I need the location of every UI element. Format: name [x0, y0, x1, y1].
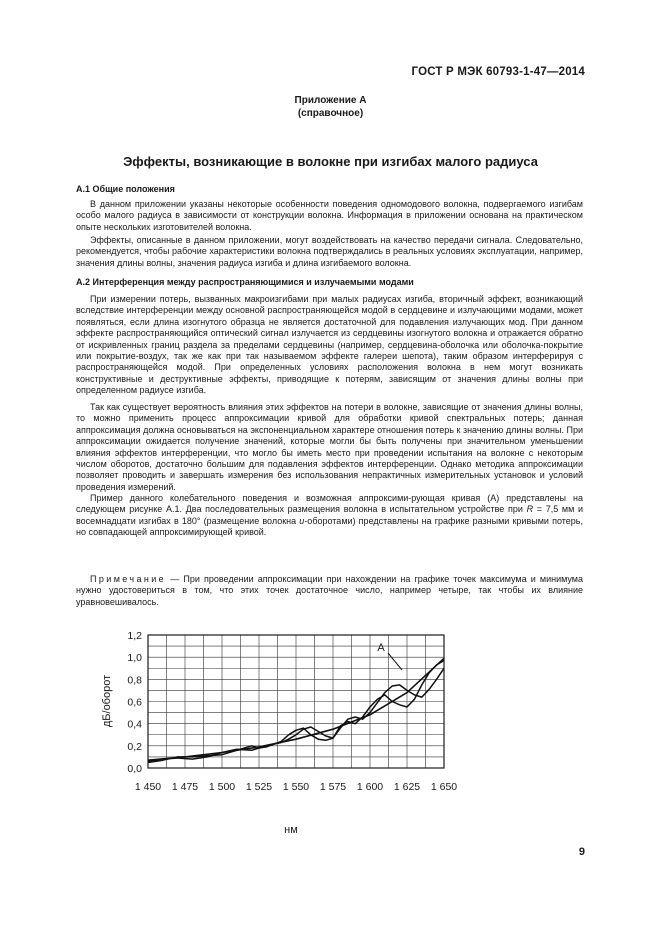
section-a2-heading: А.2 Интерференция между распространяющимися и излучаемыми модами	[76, 277, 414, 287]
p3-start: Пример данного колебательного поведения и возможная аппроксими-рующая кривая (А) представлены на следующем рисунке А.1. Два последовательных размещения волокна в испытательном устройстве при	[76, 493, 583, 515]
p3-r-symbol: R	[526, 504, 534, 515]
plot-area-border	[148, 635, 444, 768]
note-paragraph	[76, 574, 583, 608]
x-tick-label: 1 450	[134, 781, 162, 793]
section-a2-paragraph-2: Так как существует вероятность влияния этих эффектов на потери в волокне, зависящие от значения длины волны, то можно применить процесс аппроксимации кривой для обработки кривой спектральных потерь; данная аппроксимация должна основываться на экспоненциальном характере отношения потерь к значению длины волны. При аппроксимации ожидается получение значений, которые могли бы быть получены при значительном уменьшении влияния эффектов интерференции, что могло бы иметь место при проведении испытания на волокне с некоторым числом оборотов, достаточно большим для подавления эффектов интерференции. Однако методика аппроксимации позволяет проводить и завершать измерения без использования непрактичных измерительных установок и условий проведения измерений.	[76, 402, 583, 492]
y-tick-label: 0,2	[127, 740, 142, 753]
p3-end: -оборотами) представлены на графике разными кривыми потерь, но совпадающей аппроксимирующей кривой.	[76, 515, 583, 538]
note-label: Примечание	[90, 574, 167, 584]
section-a1-paragraph-1: В данном приложении указаны некоторые особенности поведения одномодового волокна, подвергаемого изгибам особо малого радиуса в зависимости от конструкции волокна. Информация в приложении основана на практическом опыте нескольких изготовителей волокна.	[76, 199, 583, 232]
section-a1-heading: А.1 Общие положения	[76, 184, 175, 194]
chart-grid	[148, 635, 444, 768]
p3-mid: = 7,5 мм и восемнадцати изгибах в 180° (размещение волокна	[76, 504, 584, 526]
fit-curve-label: A	[377, 642, 385, 654]
y-tick-label: 1,2	[127, 630, 142, 642]
annex-label: Приложение А	[294, 95, 367, 106]
x-tick-label: 1 600	[356, 781, 384, 793]
y-tick-label: 0,8	[127, 674, 142, 687]
series-line-loss-1	[148, 661, 444, 762]
x-tick-label: 1 525	[245, 781, 273, 793]
section-a1-paragraph-2: Эффекты, описанные в данном приложении, могут воздействовать на качество передачи сигнала. Следовательно, рекомендуется, чтобы рабочие характеристики волокна подтверждались в реальных условиях эксплуатации, например, значения длины волны, значения радиуса изгиба и длина изгибаемого волокна.	[76, 235, 583, 268]
section-a2-paragraph-1: При измерении потерь, вызванных макроизгибами при малых радиусах изгиба, вторичный эффект, возникающий вследствие интерференции между основной распространяющейся модой в сердцевине и излучающими модами, может появляться, если длина изогнутого образца не является достаточной для подавления излучающих мод. При данном эффекте распространяющийся оптический сигнал излучается из сердцевины изогнутого волокна и отражается обратно от искривленных границ раздела за пределами сердцевины (например, сердцевина-оболочка или оболочка-покрытие или покрытие-воздух, так же как при так называемом эффекте галереи шепота), таким образом интерферируя с распространяющейся модой. При определенных условиях расположения волокна в нем могут возникать конструктивные и деструктивные эффекты, приводящие к потерям, зависящим от значения длины волны при определенном радиусе изгиба.	[76, 294, 583, 396]
series-line-fit-curve	[148, 658, 444, 760]
x-tick-label: 1 500	[208, 781, 236, 793]
fit-curve-pointer	[388, 653, 402, 670]
chart-frame	[148, 635, 444, 768]
document-header: ГОСТ Р МЭК 60793-1-47—2014	[411, 66, 585, 78]
y-axis-label: дБ/оборот	[101, 674, 113, 728]
x-tick-label: 1 475	[171, 781, 199, 793]
page-title: Эффекты, возникающие в волокне при изгибах малого радиуса	[123, 154, 538, 169]
note-text: — При проведении аппроксимации при нахождении на графике точек максимума и минимума нужно удостовериться в том, что этих точек достаточное число, например четыре, так чтобы их влияние уравновешивалось.	[76, 574, 583, 607]
chart-series	[148, 658, 444, 762]
annex-heading	[0, 94, 661, 120]
x-tick-label: 1 625	[393, 781, 421, 793]
y-tick-label: 0,0	[127, 763, 142, 775]
x-tick-label: 1 575	[319, 781, 347, 793]
y-tick-label: 0,6	[127, 696, 142, 709]
y-tick-label: 1,0	[127, 652, 142, 665]
chart-ticks	[127, 630, 457, 793]
x-tick-label: 1 650	[430, 781, 458, 793]
x-tick-label: 1 550	[282, 781, 310, 793]
p3-u-symbol: u	[299, 515, 305, 526]
x-axis-label: нм	[284, 824, 298, 836]
page-number: 9	[578, 846, 585, 858]
section-a2-paragraph-3	[76, 493, 583, 539]
series-line-loss-2	[148, 668, 444, 762]
annex-type: (справочное)	[297, 108, 364, 119]
y-tick-label: 0,4	[127, 718, 142, 731]
